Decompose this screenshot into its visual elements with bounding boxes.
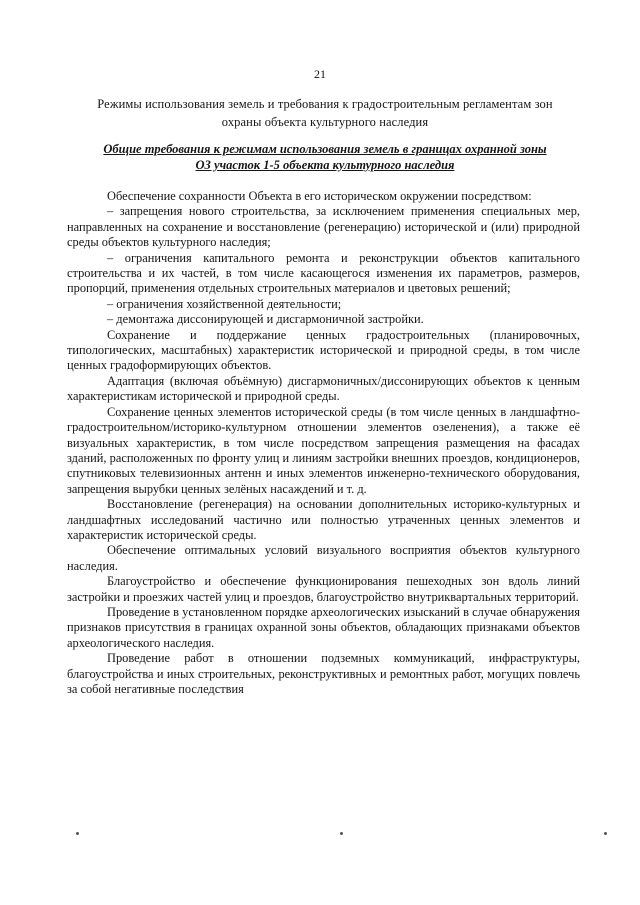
scan-mark xyxy=(604,832,607,835)
scan-mark xyxy=(76,832,79,835)
paragraph: Благоустройство и обеспечение функционирования пешеходных зон вдоль линий застройки и проезжих частей улиц и проездов, благоустройство внутриквартальных территорий. xyxy=(67,574,580,604)
paragraph: Сохранение и поддержание ценных градостроительных (планировочных, типологических, масштабных) характеристик исторической и природной среды, в том числе ценных градоформирующих объектов. xyxy=(67,327,580,373)
paragraph: – ограничения хозяйственной деятельности; xyxy=(107,296,342,311)
paragraph: Сохранение ценных элементов исторической среды (в том числе ценных в ландшафтно-градостроительном/историко-культурном отношении элементов озеленения), а также её визуальных характеристик, в том числе посредством запрещения размещения на фасадах зданий, расположенных по фронту улиц и линиям застройки внешних проездов, кондиционеров, спутниковых телевизионных антенн и иных элементов инженерно-технического оборудования, запрещения вырубки ценных зелёных насаждений и т. д. xyxy=(67,404,580,496)
paragraph: – демонтажа диссонирующей и дисгармоничной застройки. xyxy=(107,312,424,327)
section-title: Режимы использования земель и требования к градостроительным регламентам зон охраны объекта культурного наследия xyxy=(97,97,553,129)
paragraph: Обеспечение оптимальных условий визуального восприятия объектов культурного наследия. xyxy=(67,543,580,573)
paragraph: – ограничения капитального ремонта и реконструкции объектов капитального строительства и их частей, в том числе касающегося изменения их параметров, размеров, пропорций, применения отдельных строительных материалов и цветовых решений; xyxy=(67,250,580,296)
paragraph: Обеспечение сохранности Объекта в его историческом окружении посредством: xyxy=(107,189,532,203)
section-subtitle: Общие требования к режимам использования земель в границах охранной зоны ОЗ участок 1-5 объекта культурного наследия xyxy=(103,142,547,172)
paragraph: Адаптация (включая объёмную) дисгармоничных/диссонирующих объектов к ценным характеристикам исторической и природной среды. xyxy=(67,373,580,404)
paragraph: – запрещения нового строительства, за исключением применения специальных мер, направленных на сохранение и восстановление (регенерацию) исторической и (или) природной среды объектов культурного наследия; xyxy=(67,204,580,250)
paragraph: Проведение в установленном порядке археологических изысканий в случае обнаружения признаков присутствия в границах охранной зоны объектов, обладающих признаками объектов археологического наследия. xyxy=(67,604,580,650)
page-number: 21 xyxy=(314,67,326,81)
paragraph: Проведение работ в отношении подземных коммуникаций, инфраструктуры, благоустройства и иных строительных, реконструктивных и ремонтных работ, могущих повлечь за собой негативные последствия xyxy=(67,651,580,696)
body-text xyxy=(67,189,580,697)
paragraph: Восстановление (регенерация) на основании дополнительных историко-культурных и ландшафтных исследований частично или полностью утраченных ценных элементов и характеристик исторической среды. xyxy=(67,497,580,542)
scan-mark xyxy=(340,832,343,835)
